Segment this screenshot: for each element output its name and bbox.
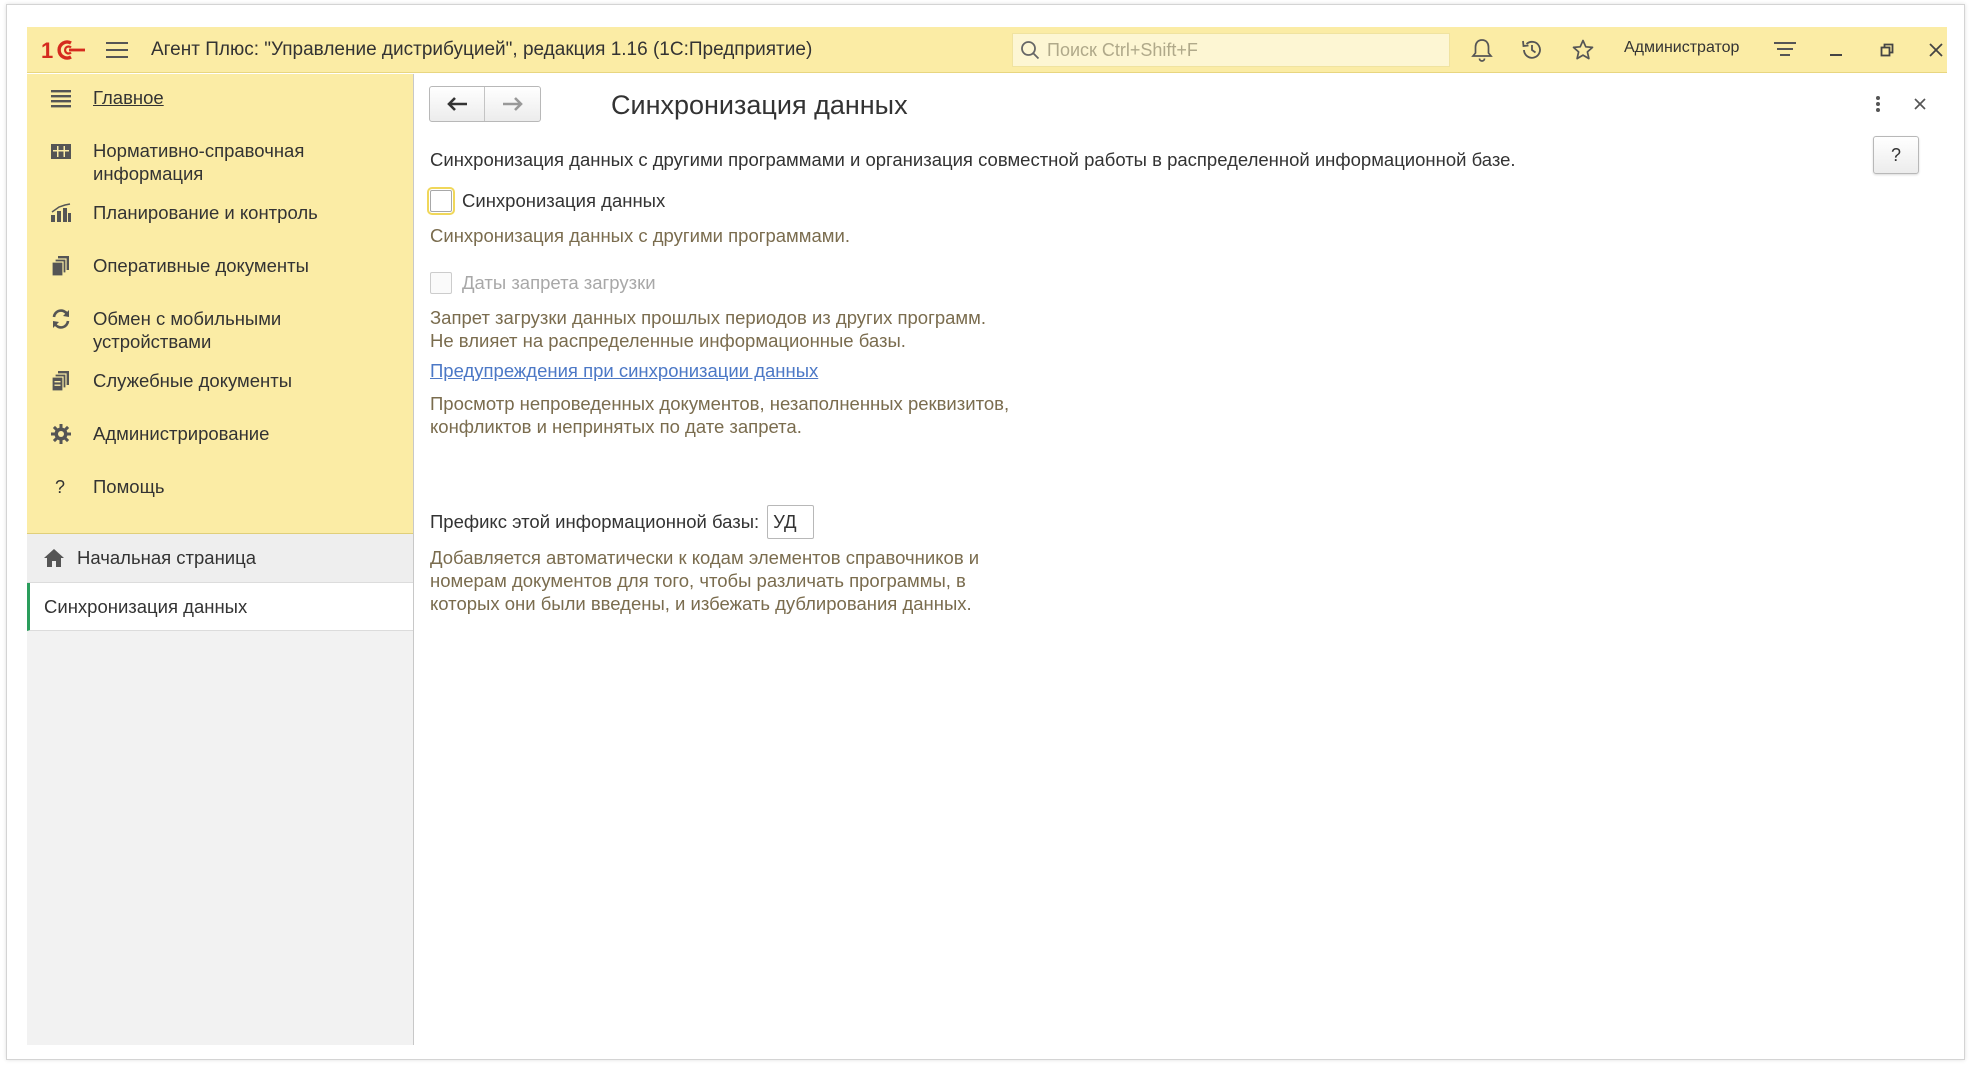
search-input[interactable]	[1047, 40, 1437, 61]
sync-checkbox-row	[430, 190, 665, 212]
sync-icon	[47, 307, 75, 331]
window-close-icon[interactable]	[1921, 35, 1951, 65]
main-menu-icon	[47, 86, 75, 110]
arrow-left-icon	[446, 96, 468, 112]
sidebar-item-planning[interactable]	[27, 193, 413, 246]
back-button[interactable]	[430, 87, 485, 121]
hamburger-menu-icon[interactable]	[99, 27, 135, 73]
history-icon[interactable]	[1517, 35, 1547, 65]
forward-button[interactable]	[485, 87, 540, 121]
open-window-sync[interactable]: Синхронизация данных	[27, 583, 413, 631]
app-window	[6, 4, 1965, 1060]
sidebar-item-documents[interactable]	[27, 246, 413, 299]
ban-hint-line1: Запрет загрузки данных прошлых периодов из других программ.	[430, 307, 986, 328]
sidebar-item-administration[interactable]	[27, 414, 413, 467]
prefix-hint-line2: номерам документов для того, чтобы различать программы, в	[430, 570, 966, 591]
sidebar-item-label: Обмен с мобильными устройствами	[93, 308, 282, 352]
svg-text:1: 1	[41, 37, 54, 62]
ban-checkbox-row	[430, 272, 656, 294]
help-icon	[47, 475, 75, 499]
navigation-buttons	[429, 86, 541, 122]
star-icon[interactable]	[1568, 35, 1598, 65]
user-name[interactable]: Администратор	[1624, 39, 1740, 56]
content-area	[415, 74, 1947, 1045]
settings-lines-icon[interactable]	[1770, 35, 1800, 65]
sync-hint: Синхронизация данных с другими программами.	[430, 225, 850, 246]
sync-checkbox[interactable]	[430, 190, 452, 212]
sidebar-item-catalogs[interactable]	[27, 131, 413, 193]
chart-icon	[47, 201, 75, 225]
help-button[interactable]: ?	[1873, 136, 1919, 174]
arrow-right-icon	[502, 96, 524, 112]
sidebar-item-label: Планирование и контроль	[93, 202, 318, 223]
ban-dates-checkbox-label: Даты запрета загрузки	[462, 272, 656, 293]
sidebar-item-main[interactable]	[27, 78, 413, 131]
sidebar-item-label: Оперативные документы	[93, 255, 309, 276]
catalog-icon	[47, 139, 75, 163]
close-icon[interactable]	[1909, 92, 1931, 116]
prefix-row	[430, 505, 814, 539]
home-page-item[interactable]	[27, 534, 413, 583]
home-page-label: Начальная страница	[77, 547, 257, 568]
sidebar-item-mobile-exchange[interactable]	[27, 299, 413, 361]
page-title: Синхронизация данных	[611, 90, 908, 120]
sidebar-item-label: Помощь	[93, 476, 165, 497]
prefix-hint-line1: Добавляется автоматически к кодам элементов справочников и	[430, 547, 980, 568]
prefix-input[interactable]	[767, 505, 814, 539]
home-icon	[43, 548, 65, 568]
sidebar	[27, 74, 414, 1045]
warnings-hint-line2: конфликтов и непринятых по дате запрета.	[430, 416, 802, 437]
ban-dates-checkbox	[430, 272, 452, 294]
app-frame	[27, 27, 1947, 1045]
sync-checkbox-label[interactable]: Синхронизация данных	[462, 190, 666, 211]
more-vertical-icon[interactable]	[1867, 92, 1889, 116]
svg-text:?: ?	[55, 477, 66, 497]
page-description: Синхронизация данных с другими программами и организация совместной работы в распределенной информационной базе.	[430, 149, 1516, 170]
prefix-hint-line3: которых они были введены, и избежать дублирования данных.	[430, 593, 972, 614]
ban-hint-line2: Не влияет на распределенные информационные базы.	[430, 330, 906, 351]
sidebar-item-help[interactable]	[27, 467, 413, 520]
restore-icon[interactable]	[1872, 35, 1902, 65]
sidebar-item-label: Администрирование	[93, 423, 270, 444]
1c-logo-icon	[41, 27, 91, 73]
gear-icon	[47, 422, 75, 446]
open-windows-list	[27, 534, 413, 631]
title-bar	[27, 27, 1947, 73]
sidebar-item-label: Нормативно-справочная информация	[93, 140, 305, 184]
sidebar-item-service-documents[interactable]	[27, 361, 413, 414]
search-icon	[1013, 34, 1047, 66]
search-box[interactable]	[1012, 33, 1450, 67]
app-title: Агент Плюс: "Управление дистрибуцией", редакция 1.16 (1С:Предприятие)	[151, 38, 813, 60]
sync-warnings-link[interactable]: Предупреждения при синхронизации данных	[430, 360, 819, 381]
sidebar-item-label: Служебные документы	[93, 370, 293, 391]
minimize-icon[interactable]	[1821, 35, 1851, 65]
sidebar-item-label: Главное	[93, 87, 164, 108]
sections-menu	[27, 74, 413, 534]
prefix-label: Префикс этой информационной базы:	[430, 511, 760, 532]
documents-icon	[47, 254, 75, 278]
service-documents-icon	[47, 369, 75, 393]
bell-icon[interactable]	[1467, 35, 1497, 65]
warnings-hint-line1: Просмотр непроведенных документов, незаполненных реквизитов,	[430, 393, 1010, 414]
